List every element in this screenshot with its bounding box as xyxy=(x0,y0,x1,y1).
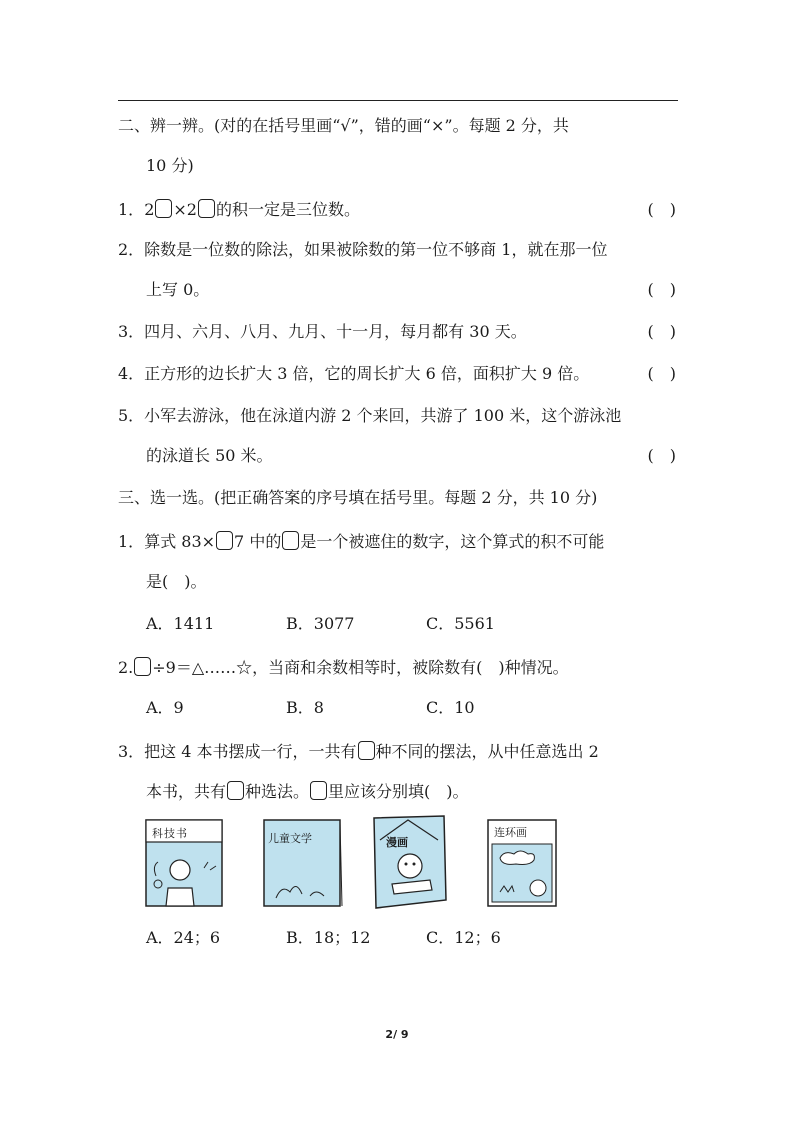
blank-box xyxy=(216,531,233,550)
blank-box xyxy=(198,199,215,218)
top-rule xyxy=(118,100,678,101)
answer-parentheses: ( ) xyxy=(647,364,676,383)
option-c: C．12；6 xyxy=(426,928,501,947)
question-text: 是一个被遮住的数字，这个算式的积不可能 xyxy=(300,532,605,551)
s3-question-3 xyxy=(118,740,599,764)
answer-parentheses: ( ) xyxy=(647,446,676,465)
comic-book-illustration xyxy=(372,814,448,912)
question-text: ×2 xyxy=(173,200,197,219)
blank-box xyxy=(134,657,151,676)
book-title: 儿童文学 xyxy=(268,832,312,845)
blank-box xyxy=(310,781,327,800)
s2-question-4: 4．正方形的边长扩大 3 倍，它的周长扩大 6 倍，面积扩大 9 倍。 xyxy=(118,364,590,383)
answer-parentheses: ( ) xyxy=(647,322,676,341)
s3-question-3-cont xyxy=(146,780,469,804)
question-text: 的积一定是三位数。 xyxy=(215,200,360,219)
s2-question-2: 2．除数是一位数的除法，如果被除数的第一位不够商 1，就在那一位 xyxy=(118,240,608,259)
answer-parentheses: ( ) xyxy=(647,200,676,219)
book-title: 科技书 xyxy=(152,827,188,840)
option-b: B．3077 xyxy=(286,614,355,633)
option-c: C．5561 xyxy=(426,614,495,633)
option-b: B．18；12 xyxy=(286,928,371,947)
s3-question-1-cont: 是( )。 xyxy=(146,572,207,591)
question-text: 种不同的摆法，从中任意选出 2 xyxy=(375,742,599,761)
s2-question-5-cont: 的泳道长 50 米。 xyxy=(146,446,273,465)
answer-parentheses: ( ) xyxy=(647,280,676,299)
s2-question-5: 5．小军去游泳，他在泳道内游 2 个来回，共游了 100 米，这个游泳池 xyxy=(118,406,622,425)
section2-heading-cont: 10 分) xyxy=(146,156,194,175)
question-text: 种选法。 xyxy=(245,782,310,801)
question-number: 2. xyxy=(118,658,134,677)
s3-question-2 xyxy=(118,656,569,680)
book-title: 漫画 xyxy=(386,836,408,849)
option-b: B．8 xyxy=(286,698,324,717)
page-number: 2/ 9 xyxy=(385,1028,409,1041)
section3-heading: 三、选一选。(把正确答案的序号填在括号里。每题 2 分，共 10 分) xyxy=(118,488,598,507)
blank-box xyxy=(155,199,172,218)
book-picture-story xyxy=(486,818,560,910)
blank-box xyxy=(282,531,299,550)
question-text: 7 中的 xyxy=(234,532,282,551)
option-a: A．1411 xyxy=(146,614,215,633)
question-text: 2 xyxy=(144,200,155,219)
s2-question-2-cont: 上写 0。 xyxy=(146,280,210,299)
s3-question-1 xyxy=(118,530,604,554)
s2-question-1 xyxy=(118,198,360,222)
option-a: A．24；6 xyxy=(146,928,221,947)
blank-box xyxy=(358,741,375,760)
question-text: 3．把这 4 本书摆成一行，一共有 xyxy=(118,742,357,761)
section2-heading: 二、辨一辨。(对的在括号里画“√”，错的画“×”。每题 2 分，共 xyxy=(118,116,569,135)
book-children-literature xyxy=(262,818,344,910)
question-number: 1． xyxy=(118,532,145,551)
option-a: A．9 xyxy=(146,698,184,717)
option-c: C．10 xyxy=(426,698,475,717)
question-text: 算式 83× xyxy=(144,532,216,551)
s2-question-3: 3．四月、六月、八月、九月、十一月，每月都有 30 天。 xyxy=(118,322,527,341)
question-text: ÷9＝△……☆，当商和余数相等时，被除数有( )种情况。 xyxy=(152,658,569,677)
book-title: 连环画 xyxy=(494,826,527,839)
book-comic xyxy=(372,814,448,912)
question-number: 1． xyxy=(118,200,145,219)
blank-box xyxy=(227,781,244,800)
question-text: 里应该分别填( )。 xyxy=(328,782,469,801)
question-text: 本书，共有 xyxy=(146,782,227,801)
book-science xyxy=(144,818,226,910)
